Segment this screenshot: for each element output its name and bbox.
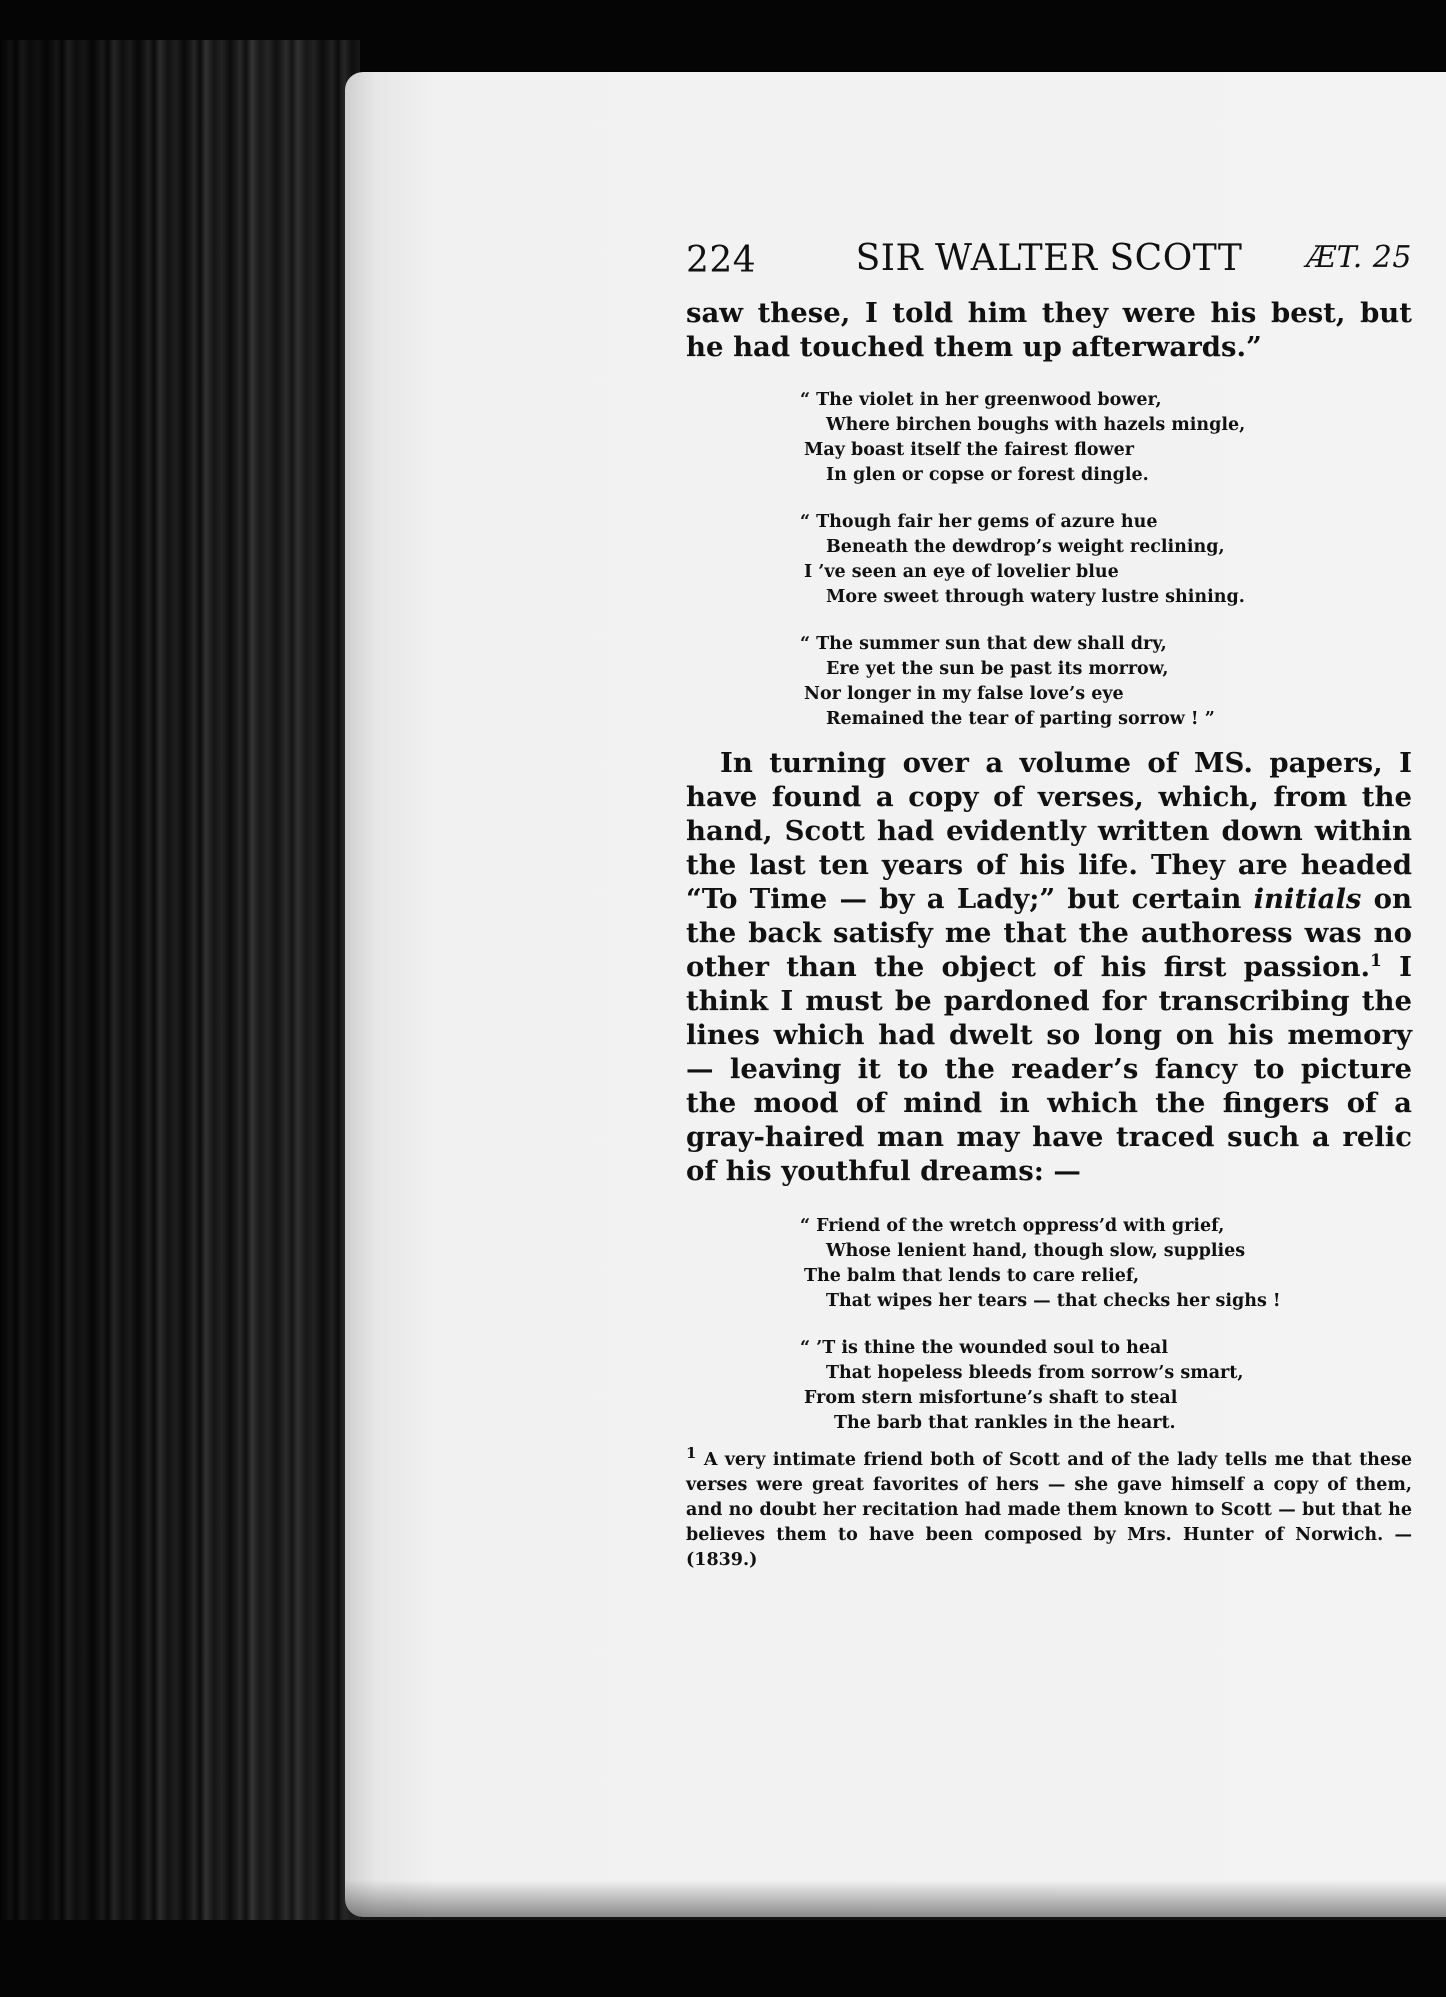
paragraph-text: saw these, I told him they were his best, but he had touched them up afterwards.” bbox=[686, 297, 1412, 363]
running-title: SIR WALTER SCOTT bbox=[855, 238, 1243, 279]
text-column bbox=[686, 234, 1412, 1573]
verse-line: That hopeless bleeds from sorrow’s smart, bbox=[826, 1363, 1244, 1383]
age-marker: ÆT. 25 bbox=[1306, 240, 1412, 275]
poem-violet bbox=[800, 388, 1412, 732]
verse-line: The barb that rankles in the heart. bbox=[834, 1413, 1176, 1433]
paragraph-text-part: on the back satisfy me that the authoress was no other than the object of his first passion. bbox=[686, 883, 1412, 983]
running-head bbox=[686, 234, 1412, 284]
verse-line: Beneath the dewdrop’s weight reclining, bbox=[826, 537, 1225, 557]
verse-line: I ’ve seen an eye of lovelier blue bbox=[804, 562, 1119, 582]
verse-line: In glen or copse or forest dingle. bbox=[826, 465, 1149, 485]
paragraph-continued bbox=[686, 296, 1412, 364]
book-spine-edge bbox=[0, 40, 360, 1930]
stanza bbox=[800, 510, 1412, 610]
paragraph-text-part: In turning over a volume of MS. papers, I have found a copy of verses, which, from the hand, Scott had evidently written down within the last ten years of his life. They are headed “To Time — by a Lady;” but certain bbox=[686, 747, 1412, 915]
stanza bbox=[800, 388, 1412, 488]
footnote bbox=[686, 1444, 1412, 1573]
verse-line: The balm that lends to care relief, bbox=[804, 1266, 1140, 1286]
stanza bbox=[800, 1336, 1412, 1436]
verse-line: “ The violet in her greenwood bower, bbox=[800, 390, 1162, 410]
italic-word: initials bbox=[1253, 883, 1362, 915]
poem-to-time bbox=[800, 1214, 1412, 1436]
stanza bbox=[800, 632, 1412, 732]
page-bottom-shadow bbox=[345, 1880, 1446, 1920]
verse-line: Whose lenient hand, though slow, supplies bbox=[826, 1241, 1246, 1261]
scan-border-bottom bbox=[0, 1920, 1446, 1997]
verse-line: May boast itself the fairest flower bbox=[804, 440, 1134, 460]
footnote-reference: 1 bbox=[1370, 950, 1382, 971]
verse-line: More sweet through watery lustre shining. bbox=[826, 587, 1245, 607]
paragraph-text-part: I think I must be pardoned for transcribing the lines which had dwelt so long on his memory — leaving it to the reader’s fancy to picture the mood of mind in which the fingers of a gray-haired man may have traced such a relic of his youthful dreams: — bbox=[686, 951, 1412, 1187]
verse-line: Nor longer in my false love’s eye bbox=[804, 684, 1124, 704]
page-number: 224 bbox=[686, 240, 757, 281]
verse-line: Ere yet the sun be past its morrow, bbox=[826, 659, 1169, 679]
verse-line: From stern misfortune’s shaft to steal bbox=[804, 1388, 1178, 1408]
verse-line: Where birchen boughs with hazels mingle, bbox=[826, 415, 1246, 435]
verse-line: “ Though fair her gems of azure hue bbox=[800, 512, 1158, 532]
verse-line: Remained the tear of parting sorrow ! ” bbox=[826, 709, 1215, 729]
footnote-text: A very intimate friend both of Scott and of the lady tells me that these verses were great favorites of hers — she gave himself a copy of them, and no doubt her recitation had made them known to Scott — but that he believes them to have been composed by Mrs. Hunter of Norwich. — (1839.) bbox=[686, 1450, 1412, 1570]
verse-line: “ Friend of the wretch oppress’d with grief, bbox=[800, 1216, 1225, 1236]
verse-line: “ The summer sun that dew shall dry, bbox=[800, 634, 1167, 654]
stanza bbox=[800, 1214, 1412, 1314]
paragraph-text bbox=[686, 746, 1412, 1188]
verse-line: That wipes her tears — that checks her sighs ! bbox=[826, 1291, 1281, 1311]
verse-line: “ ’T is thine the wounded soul to heal bbox=[800, 1338, 1168, 1358]
paragraph-main bbox=[686, 746, 1412, 1188]
footnote-mark: 1 bbox=[686, 1444, 697, 1463]
